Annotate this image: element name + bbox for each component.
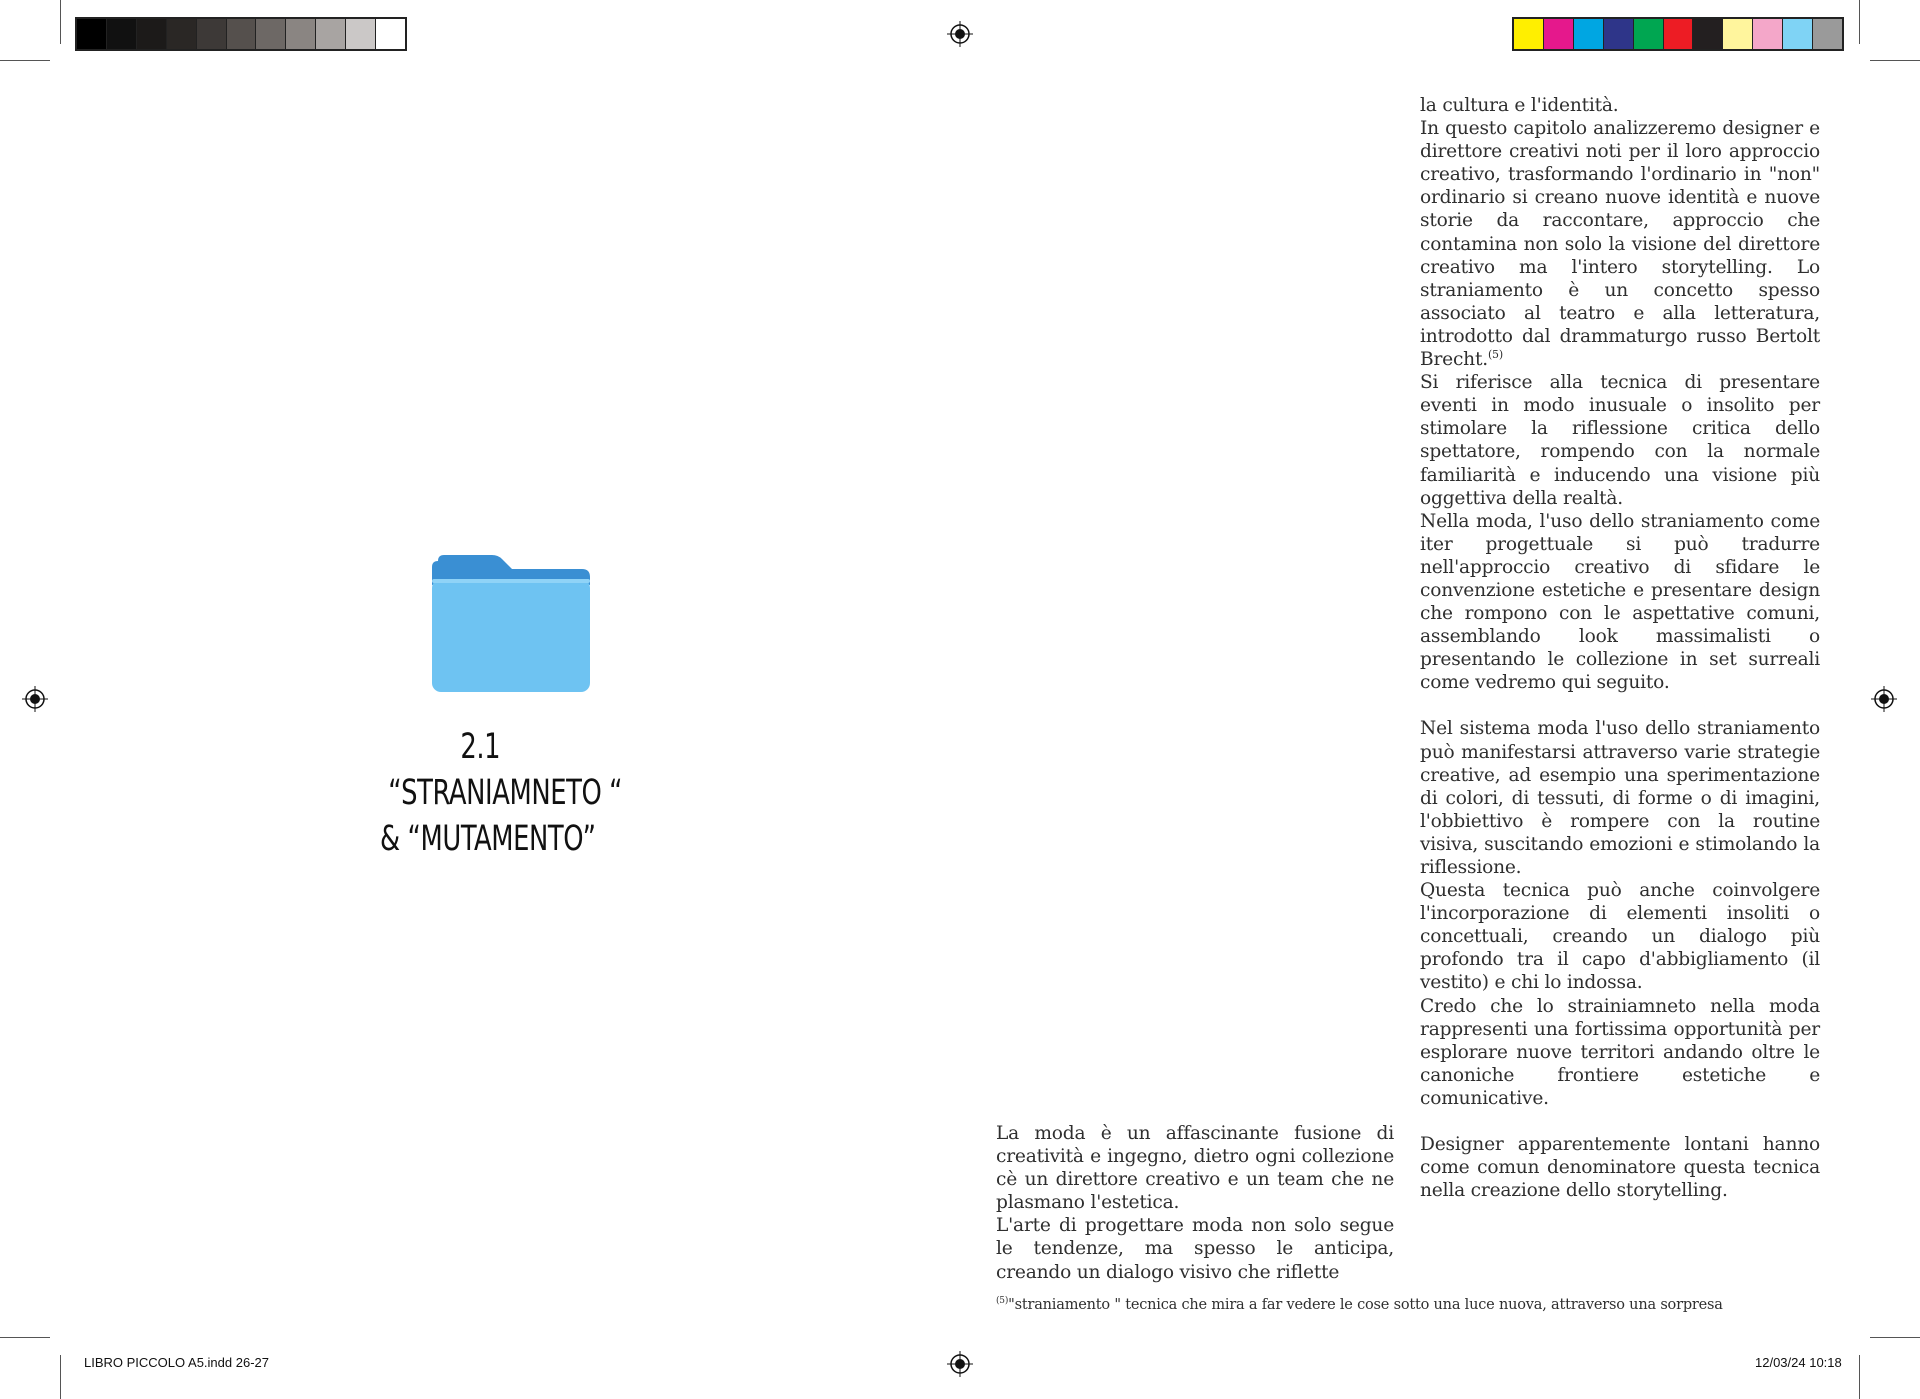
color-swatch — [1813, 19, 1842, 49]
color-swatch — [167, 19, 197, 49]
crop-mark — [60, 0, 61, 44]
color-swatch — [1604, 19, 1634, 49]
color-swatch — [1783, 19, 1813, 49]
color-swatch — [1634, 19, 1664, 49]
process-color-bar — [1512, 17, 1844, 51]
crop-mark — [60, 1355, 61, 1399]
paragraph-text: In questo capitolo analizzeremo designer e direttore creativi noti per il loro approccio creativo, trasformando l'ordinario in "non" ordinario si creano nuove identità e nuove storie da raccontare, approccio che contamina non solo la visione del direttore creativo ma l'intero storytelling. Lo straniamento è un concetto spesso associato al teatro e alla letteratura, introdotto dal drammaturgo russo Bertolt Brecht. — [1420, 118, 1820, 371]
chapter-heading — [380, 724, 623, 862]
registration-mark-icon — [947, 21, 973, 47]
color-swatch — [1723, 19, 1753, 49]
chapter-number: 2.1 — [460, 727, 501, 767]
color-swatch — [107, 19, 137, 49]
slug-file-name: LIBRO PICCOLO A5.indd 26-27 — [84, 1355, 269, 1370]
color-swatch — [1544, 19, 1574, 49]
crop-mark — [1859, 1355, 1860, 1399]
paragraph: Si riferisce alla tecnica di presentare eventi in modo inusuale o insolito per stimolare la riflessione critica dello spettatore, rompendo con la normale familiarità e inducendo una visione più oggettiva della realtà. — [1420, 372, 1820, 509]
color-swatch — [376, 19, 405, 49]
footnote — [996, 1296, 1826, 1313]
footnote-marker: (5) — [996, 1296, 1009, 1306]
body-text-column-right — [1420, 94, 1820, 1202]
color-swatch — [1693, 19, 1723, 49]
color-swatch — [1574, 19, 1604, 49]
registration-mark-icon — [1871, 686, 1897, 712]
paragraph: la cultura e l'identità. — [1420, 95, 1619, 116]
color-swatch — [197, 19, 227, 49]
paragraph: Nella moda, l'uso dello straniamento come iter progettuale si può tradurre nell'approccio creativo di sfidare le convenzione estetiche e presentare design che rompono con le aspettative comuni, assemblando look massimalisti o presentando le collezione in set surreali come vedremo qui seguito. — [1420, 510, 1820, 694]
chapter-title-line: & “MUTAMENTO” — [380, 819, 596, 859]
footnote-reference: (5) — [1487, 347, 1503, 361]
paragraph: La moda è un affascinante fusione di creatività e ingegno, dietro ogni collezione cè un direttore creativo e un team che ne plasmano l'estetica. — [996, 1123, 1394, 1214]
color-swatch — [256, 19, 286, 49]
color-swatch — [1514, 19, 1544, 49]
color-swatch — [316, 19, 346, 49]
paragraph — [1420, 117, 1820, 371]
registration-mark-icon — [947, 1351, 973, 1377]
paragraph: L'arte di progettare moda non solo segue le tendenze, ma spesso le anticipa, creando un dialogo visivo che riflette — [996, 1215, 1394, 1283]
paragraph: Questa tecnica può anche coinvolgere l'incorporazione di elementi insoliti o concettuali, creando un dialogo più profondo tra il capo d'abbigliamento (il vestito) e chi lo indossa. — [1420, 880, 1820, 994]
crop-mark — [1859, 0, 1860, 44]
paragraph: Credo che lo strainiamneto nella moda rappresenti una fortissima opportunità per esplorare nuove territori andando oltre le canoniche frontiere estetiche e comunicative. — [1420, 995, 1820, 1109]
slug-datetime: 12/03/24 10:18 — [1755, 1355, 1842, 1370]
color-swatch — [77, 19, 107, 49]
color-swatch — [137, 19, 167, 49]
crop-mark — [0, 60, 50, 61]
paragraph: Designer apparentemente lontani hanno come comun denominatore questa tecnica nella creazione dello storytelling. — [1420, 1134, 1820, 1202]
crop-mark — [1870, 1337, 1920, 1338]
folder-icon — [432, 555, 590, 692]
paragraph: Nel sistema moda l'uso dello straniamento può manifestarsi attraverso varie strategie creative, ad esempio una sperimentazione di colori, di tessuti, di forme o di imagini, l'obbiettivo è rompere con la routine visiva, suscitando emozioni e stimolando la riflessione. — [1420, 718, 1820, 878]
color-swatch — [227, 19, 257, 49]
grayscale-color-bar — [75, 17, 407, 51]
crop-mark — [1870, 60, 1920, 61]
crop-mark — [0, 1337, 50, 1338]
color-swatch — [1753, 19, 1783, 49]
color-swatch — [1664, 19, 1694, 49]
footnote-text: "straniamento " tecnica che mira a far vedere le cose sotto una luce nuova, attraverso una sorpresa — [1008, 1296, 1723, 1313]
registration-mark-icon — [22, 686, 48, 712]
color-swatch — [286, 19, 316, 49]
body-text-column-left — [996, 1122, 1394, 1284]
color-swatch — [346, 19, 376, 49]
chapter-title-line: “STRANIAMNETO “ — [388, 773, 623, 813]
